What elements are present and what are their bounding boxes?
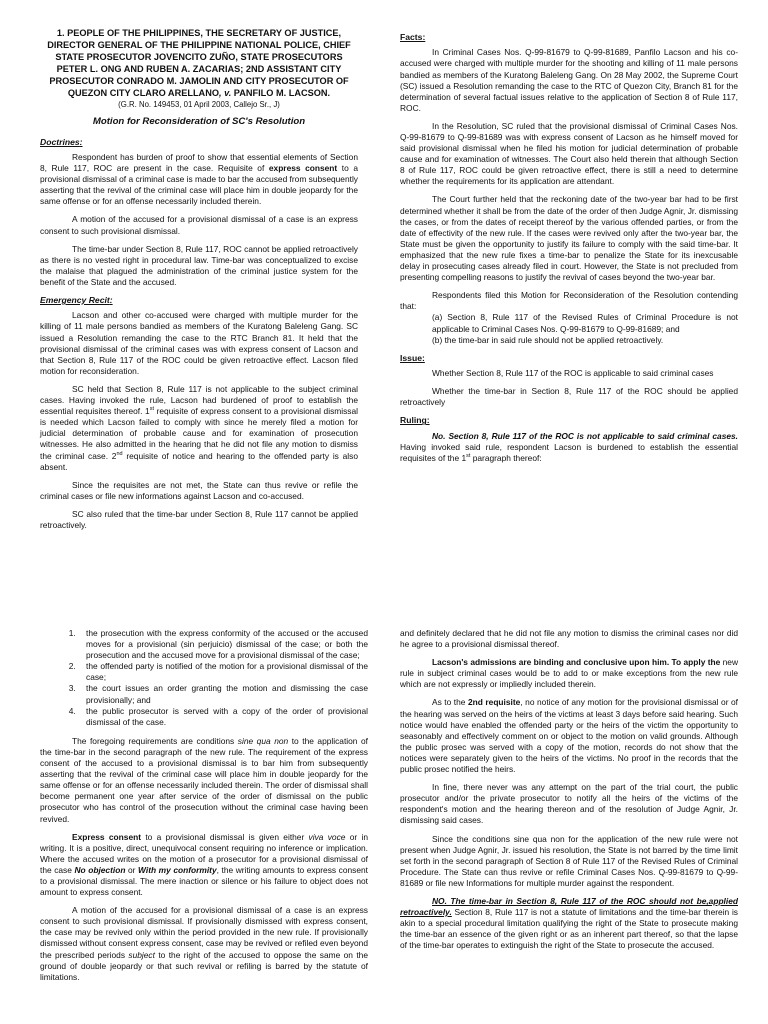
list-item: 2. the offended party is notified of the motion for a provisional dismissal of the case;	[78, 661, 368, 683]
facts-paragraph: In the Resolution, SC ruled that the provisional dismissal of Criminal Cases Nos. Q-99-81679 to Q-99-81689 was with express consent of Lacson as he himself moved for said provisional dismissal when he filed his motion for judicial determination of probable cause and for examination of witnesses. The Court also held therein that although Section 8 of Rule 117, ROC could be given retroactive effect, there is still a need to determine whether the requirements for its application are attendant.	[400, 120, 738, 187]
ruling-paragraph: Since the conditions sine qua non for the application of the new rule were not present when Judge Agnir, Jr. issued his resolution, the State is not barred by the time limit set forth in the second paragraph of Section 8 of Rule 117 of the Revised Rules of Criminal Procedure. The State can thus revive or refile Criminal Cases Nos. Q-99-81679 to Q-99-81689 or file new Informations for multiple murder against the respondent.	[400, 833, 738, 888]
doctrine-paragraph: The time-bar under Section 8, Rule 117, ROC cannot be applied retroactively as there is no vested right in procedural law. Time-bar was conceptualized to excise the malaise that plagued the administration of the criminal justice system for the benefit of the State and the accused.	[40, 243, 358, 287]
list-item: 3. the court issues an order granting the motion and dismissing the case provisionally; and	[78, 683, 368, 705]
recit-paragraph: Lacson and other co-accused were charged with multiple murder for the killing of 11 male persons bandied as members of the Kuratong Baleleng Gang. SC issued a Resolution remanding the case to the RTC Branch 81. It held that the provisional dismissal of the criminal cases was with express consent of Lacson and that Section 8, Rule 117 of the ROC could be given retroactive effect. Lacson filed motion for reconsideration.	[40, 310, 358, 376]
case-title: 1. PEOPLE OF THE PHILIPPINES, THE SECRETARY OF JUSTICE, DIRECTOR GENERAL OF THE PHILIPPINE NATIONAL POLICE, CHIEF STATE PROSECUTOR JOVENCITO ZUÑO, STATE PROSECUTORS PETER L. ONG AND RUBEN A. ZACARIAS; 2ND ASSISTANT CITY PROSECUTOR CONRADO M. JAMOLIN AND CITY PROSECUTOR OF QUEZON CITY CLARO ARELLANO, v. PANFILO M. LACSON.	[47, 28, 351, 98]
ruling-paragraph: and definitely declared that he did not file any motion to dismiss the criminal cases nor did he agree to a provisional dismissal thereof.	[400, 628, 738, 650]
issue-question: Whether Section 8, Rule 117 of the ROC is applicable to said criminal cases	[432, 368, 714, 379]
facts-paragraph: In Criminal Cases Nos. Q-99-81679 to Q-99-81689, Panfilo Lacson and his co-accused were charged with multiple murder for the shooting and killing of 11 male persons bandied as members of the Kuratong Baleleng Gang. On 28 May 2002, the Supreme Court (SC) issued a Resolution remanding the case to the RTC of Quezon City, Branch 81 for the determination of several factual issues relative to the application of Section 8 of Rule 117, ROC.	[400, 47, 738, 113]
bottom-left-column	[40, 628, 368, 990]
doctrines-heading: Doctrines:	[40, 136, 83, 147]
motion-heading: Motion for Reconsideration of SC's Resolution	[92, 116, 306, 127]
doctrine-paragraph: A motion of the accused for a provisional dismissal of a case is an express consent to such provisional dismissal.	[40, 214, 358, 236]
facts-paragraph: The Court further held that the reckoning date of the two-year bar had to be first determined whether it shall be from the date of the order of then Judge Agnir, Jr. dismissing the cases, or from the dates of receipt thereof by the various offended parties, or from the date of effectivity of the new rule. If the cases were revived only after the two-year bar, the State must be given the opportunity to justify its failure to comply with the said time-bar. It emphasized that the new rule fixes a time-bar to penalize the State for its inexcusable delay in prosecuting cases already filed in court. However, the State is not precluded from presenting compelling reasons to justify the revival of cases beyond the two-year bar.	[400, 194, 738, 283]
top-right-column	[400, 32, 738, 471]
ruling-paragraph: Express consent to a provisional dismissal is given either viva voce or in writing. It is a positive, direct, unequivocal consent requiring no inference or implication. Where the accused writes on the motion of a prosecutor for a provisional dismissal of the case No objection or With my conformity, the writing amounts to express consent to a provisional dismissal. The mere inaction or silence or his failure to object does not amount to express consent.	[40, 831, 369, 898]
bottom-right-column	[400, 628, 738, 958]
ruling-paragraph: The foregoing requirements are conditions sine qua non to the application of the time-bar in the second paragraph of the new rule. The requirement of the express consent of the accused to a provisional dismissal is to bar him from subsequently asserting that the revival of the criminal case will place him in double jeopardy for the same offense or for an offense necessarily included therein. The order of dismissal shall become permanent one year after service of the order of dismissal on the public prosecutor who has control of the prosecution without the criminal case having been revived.	[40, 735, 368, 824]
issue-heading: Issue:	[400, 352, 425, 363]
recit-paragraph: Since the requisites are not met, the State can thus revive or refile the criminal cases or file new informations against Lacson and co-accused.	[40, 479, 358, 501]
top-left-column	[40, 28, 358, 538]
recit-heading: Emergency Recit:	[40, 295, 113, 306]
ruling-paragraph: NO. The time-bar in Section 8, Rule 117 of the ROC should not be,applied retroactively. Section 8, Rule 117 is not a statute of limitations and the time-bar therein is akin to a special procedural limitation qualifying the right of the State to prosecute making the time-bar an essence of the given right or as an inherent part thereof, so that the lapse of the time-bar operates to extinguish the right of the State to prosecute the accused.	[400, 895, 738, 951]
list-item: 1. the prosecution with the express conformity of the accused or the accused moves for a provisional (sin perjuicio) dismissal of the case; or both the prosecution and the accused move for a provisional dismissal of the case;	[78, 628, 368, 661]
ruling-paragraph: A motion of the accused for a provisional dismissal of a case is an express consent to such provisional dismissal. If provisionally dismissed with express consent, the case may be revived only within the period provided in the new rule. If provisionally dismissed without consent express consent, case may be revived or refiled even beyond the prescribed periods subject to the right of the accused to oppose the same on the ground of double jeopardy or that such revival or refiling is barred by the statute of limitations.	[40, 905, 368, 982]
issue-question: Whether the time-bar in Section 8, Rule 117 of the ROC should be applied retroactively	[400, 386, 738, 408]
ruling-heading: Ruling:	[400, 415, 430, 426]
ruling-paragraph: In fine, there never was any attempt on the part of the trial court, the public prosecutor and/or the private prosecutor to notify all the heirs of the victims of the respondent's motion and the hearing thereon and of the resolution of Judge Agnir, Jr. dismissing said cases.	[400, 782, 738, 826]
recit-paragraph: SC also ruled that the time-bar under Section 8, Rule 117 cannot be applied retroactively.	[40, 508, 358, 530]
case-citation: (G.R. No. 149453, 01 April 2003, Callejo Sr., J)	[118, 99, 280, 109]
list-item: 4. the public prosecutor is served with a copy of the order of provisional dismissal of the case.	[78, 706, 368, 728]
facts-heading: Facts:	[400, 32, 426, 42]
contention-a: (a) Section 8, Rule 117 of the Revised Rules of Criminal Procedure is not applicable to Criminal Cases Nos. Q-99-81679 to Q-99-81689; and	[432, 312, 738, 334]
contention-b: (b) the time-bar in said rule should not be applied retroactively.	[432, 334, 664, 345]
doctrine-paragraph: Respondent has burden of proof to show that essential elements of Section 8, Rule 117, ROC are present in the case. Requisite of express consent to a provisional dismissal of a criminal case is made to bar the accused from subsequently asserting that the revival of the criminal case will place him in double jeopardy for the same offense or for an offense necessarily included therein.	[40, 152, 358, 207]
ruling-paragraph: No. Section 8, Rule 117 of the ROC is not applicable to said criminal cases. Having invoked said rule, respondent Lacson is burdened to establish the essential requisites of the 1st paragraph thereof:	[400, 430, 738, 463]
facts-paragraph: Respondents filed this Motion for Reconsideration of the Resolution contending that:	[400, 290, 738, 312]
ruling-paragraph: Lacson's admissions are binding and conclusive upon him. To apply the new rule in subject criminal cases would be to add to or make exceptions from the new rule which are not expressly or impliedly included therein.	[400, 657, 738, 690]
recit-paragraph: SC held that Section 8, Rule 117 is not applicable to the subject criminal cases. Having invoked the rule, Lacson had burdened of proof to establish the essential requisites thereof. 1st requisite of express consent to a provisional dismissal is needed which Lacson failed to comply with since he merely filed a motion for judicial determination of probable cause and for examination of prosecution witnesses. He also admitted in the hearing that he did not file any motion to dismiss the criminal case. 2nd requisite of notice and hearing to the offended party is also absent.	[40, 383, 358, 472]
ruling-paragraph: As to the 2nd requisite, no notice of any motion for the provisional dismissal or of the hearing was served on the heirs of the victims at least 3 days before said hearing. Such notice would have enabled the offended party or the heirs of the victim the opportunity to seasonably and effectively comment on or object to the motion on valid grounds. Although the public prosec was served with a copy of the motion, records do not show that the notices were separately given to the heirs of the victims. No proof in the records that the public prosec notified the heirs.	[400, 697, 739, 775]
requisites-list	[40, 628, 368, 728]
